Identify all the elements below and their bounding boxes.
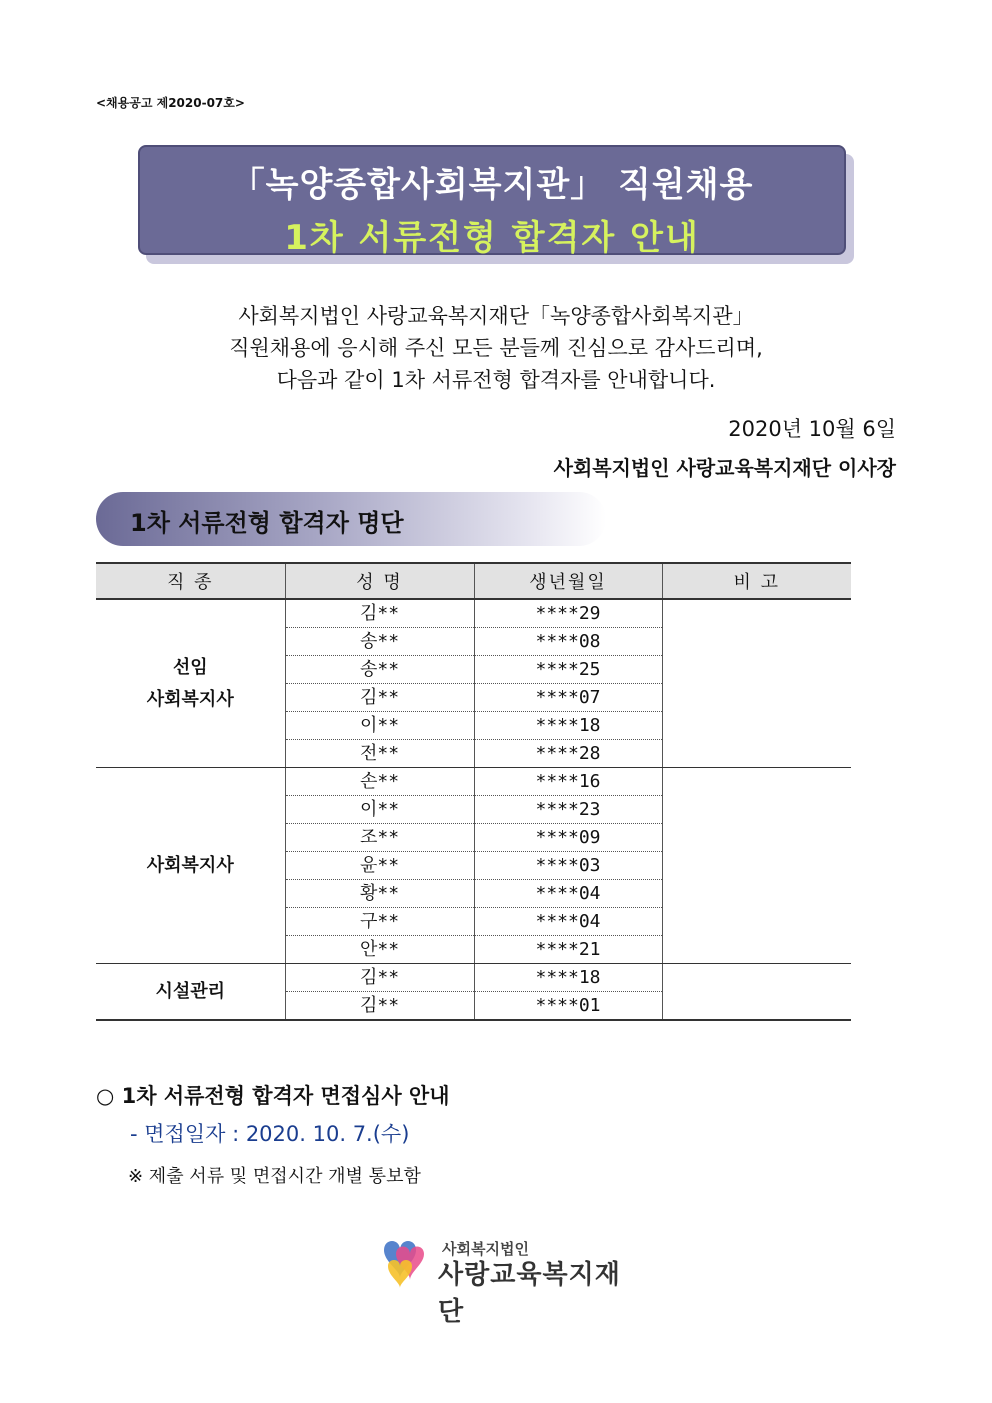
name-cell: 김** bbox=[285, 599, 474, 628]
birth-cell: ****16 bbox=[474, 768, 662, 796]
intro-line-3: 다음과 같이 1차 서류전형 합격자를 안내합니다. bbox=[276, 368, 716, 392]
heart-logo-icon bbox=[376, 1232, 436, 1292]
birth-cell: ****07 bbox=[474, 684, 662, 712]
signer: 사회복지법인 사랑교육복지재단 이사장 bbox=[553, 456, 896, 480]
table-body bbox=[96, 599, 851, 1020]
title-line-1: 「녹양종합사회복지관」 직원채용 bbox=[230, 165, 754, 205]
name-cell: 손** bbox=[285, 768, 474, 796]
name-cell: 전** bbox=[285, 740, 474, 768]
name-cell: 윤** bbox=[285, 852, 474, 880]
notice-date: 2020년 10월 6일 bbox=[728, 417, 896, 441]
header-name: 성 명 bbox=[285, 563, 474, 599]
note-cell bbox=[662, 599, 851, 768]
interview-date: - 면접일자 : 2020. 10. 7.(수) bbox=[130, 1122, 410, 1146]
notice-number: <채용공고 제2020-07호> bbox=[96, 96, 245, 110]
note-cell bbox=[662, 768, 851, 964]
table-header-row bbox=[96, 563, 851, 599]
birth-cell: ****04 bbox=[474, 908, 662, 936]
interview-note: ※ 제출 서류 및 면접시간 개별 통보함 bbox=[128, 1166, 421, 1187]
table-row bbox=[96, 768, 851, 796]
birth-cell: ****25 bbox=[474, 656, 662, 684]
note-cell bbox=[662, 964, 851, 1021]
birth-cell: ****29 bbox=[474, 599, 662, 628]
name-cell: 송** bbox=[285, 628, 474, 656]
birth-cell: ****08 bbox=[474, 628, 662, 656]
birth-cell: ****03 bbox=[474, 852, 662, 880]
dept-cell bbox=[96, 964, 285, 1021]
logo-big-text: 사랑교육복지재단 bbox=[438, 1260, 621, 1327]
name-cell: 구** bbox=[285, 908, 474, 936]
name-cell: 김** bbox=[285, 684, 474, 712]
birth-cell: ****09 bbox=[474, 824, 662, 852]
name-cell: 김** bbox=[285, 992, 474, 1021]
section-title: 1차 서류전형 합격자 명단 bbox=[130, 509, 404, 537]
table-row bbox=[96, 599, 851, 628]
name-cell: 조** bbox=[285, 824, 474, 852]
birth-cell: ****18 bbox=[474, 712, 662, 740]
birth-cell: ****01 bbox=[474, 992, 662, 1021]
name-cell: 이** bbox=[285, 796, 474, 824]
intro-paragraph bbox=[96, 300, 896, 396]
dept-cell bbox=[96, 768, 285, 964]
header-note: 비 고 bbox=[662, 563, 851, 599]
title-line-2: 1차 서류전형 합격자 안내 bbox=[284, 218, 700, 258]
dept-line-1: 사회복지사 bbox=[146, 854, 234, 876]
foundation-logo bbox=[376, 1232, 626, 1327]
dept-line-1: 시설관리 bbox=[155, 980, 226, 1002]
table-row bbox=[96, 964, 851, 992]
passer-table bbox=[96, 562, 851, 1021]
intro-line-2: 직원채용에 응시해 주신 모든 분들께 진심으로 감사드리며, bbox=[229, 336, 763, 360]
title-box bbox=[138, 145, 846, 258]
birth-cell: ****23 bbox=[474, 796, 662, 824]
name-cell: 안** bbox=[285, 936, 474, 964]
header-dept: 직 종 bbox=[96, 563, 285, 599]
name-cell: 황** bbox=[285, 880, 474, 908]
dept-cell bbox=[96, 599, 285, 768]
name-cell: 이** bbox=[285, 712, 474, 740]
interview-heading: ○ 1차 서류전형 합격자 면접심사 안내 bbox=[96, 1084, 450, 1108]
logo-small-text: 사회복지법인 bbox=[442, 1240, 529, 1258]
birth-cell: ****28 bbox=[474, 740, 662, 768]
birth-cell: ****18 bbox=[474, 964, 662, 992]
name-cell: 송** bbox=[285, 656, 474, 684]
intro-line-1: 사회복지법인 사랑교육복지재단「녹양종합사회복지관」 bbox=[238, 304, 754, 328]
dept-line-2: 사회복지사 bbox=[146, 688, 234, 710]
header-birth: 생년월일 bbox=[474, 563, 662, 599]
name-cell: 김** bbox=[285, 964, 474, 992]
birth-cell: ****04 bbox=[474, 880, 662, 908]
dept-line-1: 선임 bbox=[172, 656, 208, 678]
birth-cell: ****21 bbox=[474, 936, 662, 964]
